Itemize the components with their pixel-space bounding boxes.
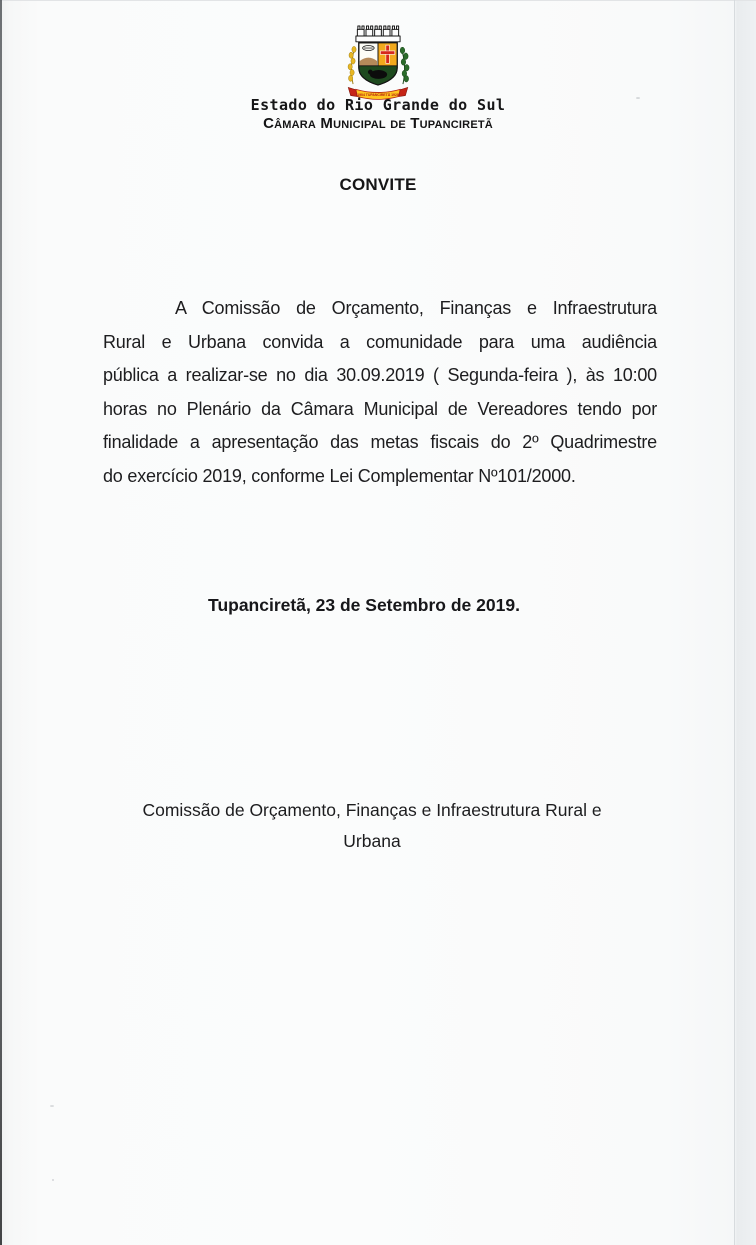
scan-edge-top (0, 0, 756, 1)
paragraph-line: finalidade a apresentação das metas fiscais do 2º Quadrimestre (103, 432, 657, 452)
signature-line: Urbana (343, 831, 401, 851)
paragraph-line: do exercício 2019, conforme Lei Complementar Nº101/2000. (103, 465, 576, 486)
letterhead-institution: Câmara Municipal de Tupanciretã (263, 115, 493, 132)
scan-speck (52, 1179, 54, 1181)
place-date-line: Tupanciretã, 23 de Setembro de 2019. (208, 595, 520, 615)
paragraph-line: pública a realizar-se no dia 30.09.2019 ( Segunda-feira ), às 10:00 (103, 365, 657, 385)
invitation-paragraph (103, 292, 657, 493)
scan-speck (50, 1105, 54, 1107)
crest-banner-text: 1904 TUPANCIRETÃ 1928 (357, 92, 399, 97)
signature-line: Comissão de Orçamento, Finanças e Infraestrutura Rural e (142, 800, 602, 820)
branch-supporter (400, 47, 409, 84)
wheat-supporter (348, 46, 356, 84)
letterhead-state: Estado do Rio Grande do Sul (250, 96, 506, 114)
paragraph-line: horas no Plenário da Câmara Municipal de Vereadores tendo por (103, 398, 657, 419)
document-title: CONVITE (339, 175, 417, 194)
paragraph-line: A Comissão de Orçamento, Finanças e Infraestrutura (175, 298, 657, 318)
signature-block (95, 795, 649, 857)
paragraph-line: Rural e Urbana convida a comunidade para uma audiência (103, 331, 657, 352)
